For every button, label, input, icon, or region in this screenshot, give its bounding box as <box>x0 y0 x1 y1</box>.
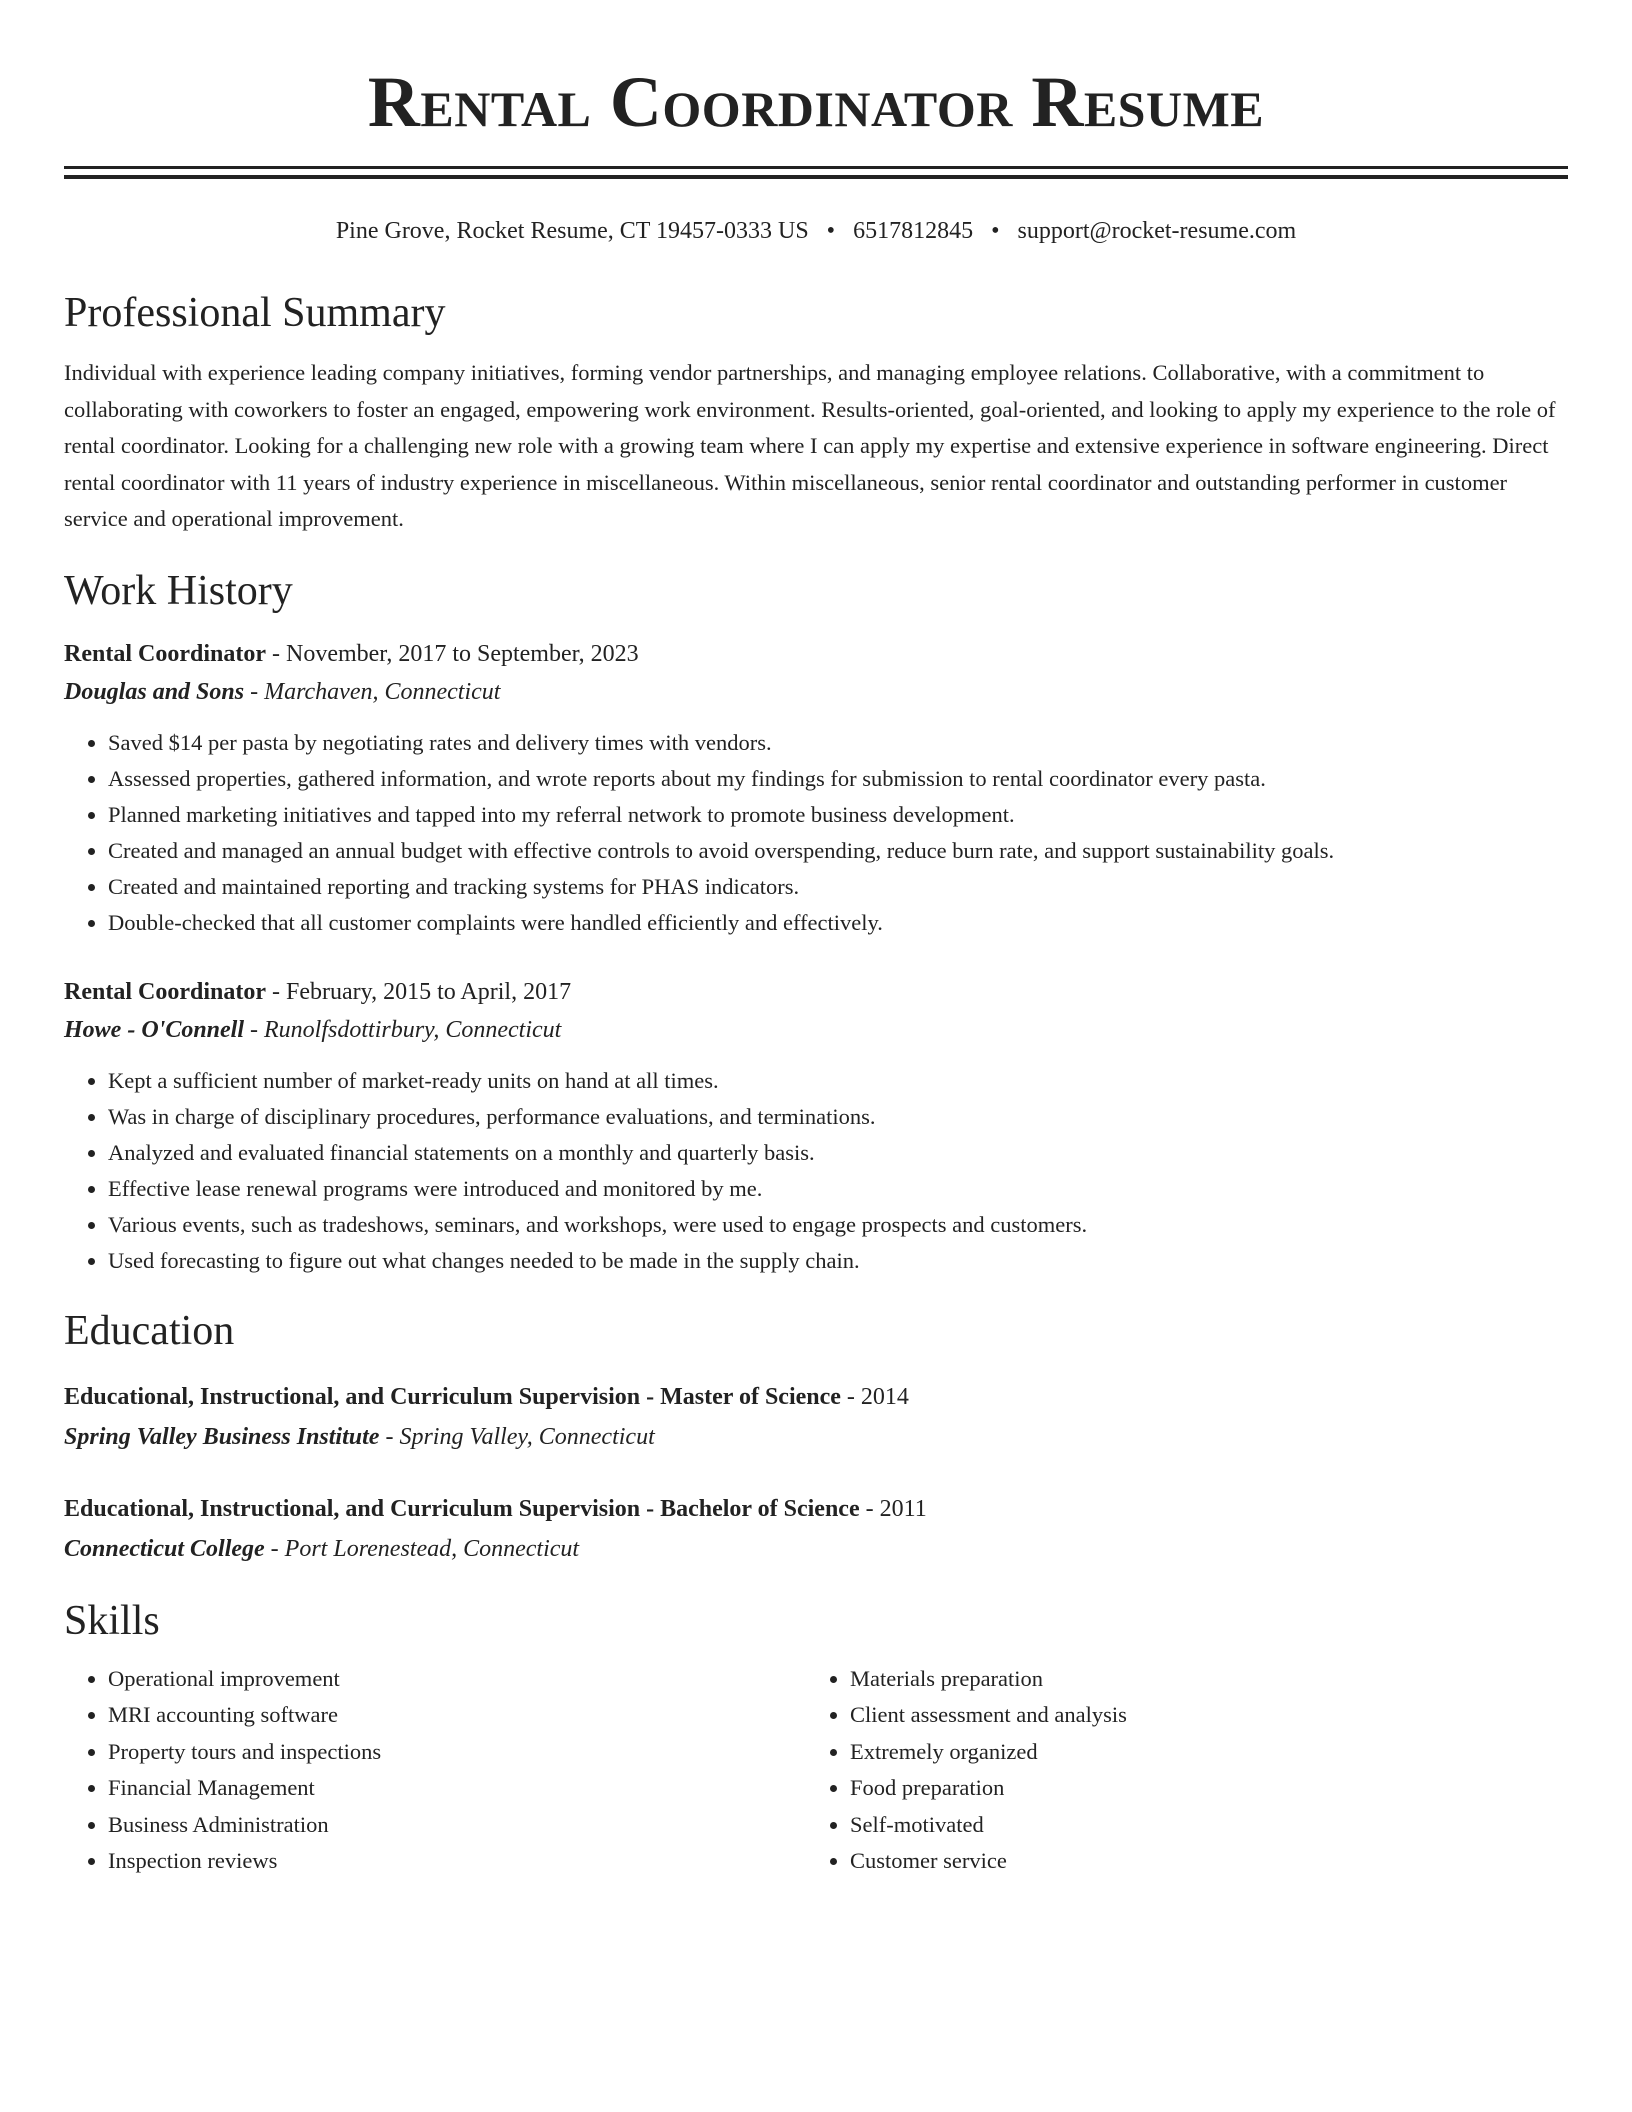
list-item: • Effective lease renewal programs were introduced and monitored by me. <box>108 1171 1568 1207</box>
education-degree: Educational, Instructional, and Curriculum Supervision - Master of Science <box>64 1383 841 1410</box>
dash-separator: - <box>265 640 286 667</box>
skill-item: • Operational improvement <box>108 1661 808 1698</box>
contact-separator: • <box>991 218 1000 244</box>
education-entry <box>64 1489 1568 1569</box>
skills-grid <box>64 1661 1568 1880</box>
education-location: Port Lorenestead, Connecticut <box>284 1535 580 1562</box>
skill-item: • Materials preparation <box>850 1661 1550 1698</box>
job-dates: February, 2015 to April, 2017 <box>285 978 572 1005</box>
contact-line <box>64 215 1568 247</box>
job-bullets <box>64 725 1568 941</box>
education-degree: Educational, Instructional, and Curriculum Supervision - Bachelor of Science <box>64 1495 860 1522</box>
dash-separator: - <box>840 1383 861 1410</box>
skill-item: • Inspection reviews <box>108 1843 808 1880</box>
education-location: Spring Valley, Connecticut <box>399 1423 655 1450</box>
dash-separator: - <box>859 1495 880 1522</box>
summary-heading: Professional Summary <box>64 290 446 336</box>
contact-address: Pine Grove, Rocket Resume, CT 19457-0333 US <box>335 218 809 244</box>
job-entry <box>64 973 1568 1279</box>
education-school-line <box>64 1529 1568 1569</box>
dash-separator: - <box>264 1535 285 1562</box>
dash-separator: - <box>379 1423 400 1450</box>
job-location: Runolfsdottirbury, Connecticut <box>264 1016 562 1043</box>
title-divider-top <box>64 166 1568 169</box>
job-bullets <box>64 1063 1568 1279</box>
job-company-line <box>64 673 1568 711</box>
resume-title: Rental Coordinator Resume <box>367 62 1265 142</box>
education-degree-line <box>64 1489 1568 1529</box>
education-year: 2014 <box>860 1383 909 1410</box>
dash-separator: - <box>244 678 265 705</box>
skill-item: • Business Administration <box>108 1807 808 1844</box>
skill-item: • Self-motivated <box>850 1807 1550 1844</box>
list-item: • Was in charge of disciplinary procedures, performance evaluations, and terminations. <box>108 1099 1568 1135</box>
education-school-line <box>64 1417 1568 1457</box>
summary-text: Individual with experience leading company initiatives, forming vendor partnerships, and managing employee relations. Collaborative, with a commitment to collaborating with coworkers to foster an engaged, empowering work environment. Results-oriented, goal-oriented, and looking to apply my experience to the role of rental coordinator. Looking for a challenging new role with a growing team where I can apply my expertise and extensive experience in software engineering. Direct rental coordinator with 11 years of industry experience in miscellaneous. Within miscellaneous, senior rental coordinator and outstanding performer in customer service and operational improvement. <box>64 360 1556 531</box>
job-company: Howe - O'Connell <box>64 1016 245 1043</box>
work-history-heading: Work History <box>64 567 293 614</box>
job-dates: November, 2017 to September, 2023 <box>285 640 639 667</box>
job-title: Rental Coordinator <box>64 640 266 667</box>
skills-heading: Skills <box>64 1597 160 1644</box>
title-divider-bottom <box>64 175 1568 179</box>
list-item: • Created and managed an annual budget with effective controls to avoid overspending, reduce burn rate, and support sustainability goals. <box>108 833 1568 869</box>
job-company-line <box>64 1011 1568 1049</box>
job-location: Marchaven, Connecticut <box>264 678 501 705</box>
list-item: • Double-checked that all customer complaints were handled efficiently and effectively. <box>108 905 1568 941</box>
skill-item: • Client assessment and analysis <box>850 1697 1550 1734</box>
contact-separator: • <box>826 218 836 244</box>
job-title-line <box>64 973 1568 1011</box>
resume-page <box>64 0 1568 1880</box>
skill-item: • Property tours and inspections <box>108 1734 808 1771</box>
job-entry <box>64 635 1568 941</box>
list-item: • Various events, such as tradeshows, seminars, and workshops, were used to engage prospects and customers. <box>108 1207 1568 1243</box>
skill-item: • Financial Management <box>108 1770 808 1807</box>
skill-item: • Food preparation <box>850 1770 1550 1807</box>
dash-separator: - <box>265 978 286 1005</box>
skill-item: • Extremely organized <box>850 1734 1550 1771</box>
contact-phone: 6517812845 <box>853 218 974 244</box>
education-school: Connecticut College <box>64 1535 265 1562</box>
education-degree-line <box>64 1377 1568 1417</box>
job-company: Douglas and Sons <box>64 678 245 705</box>
skills-column-right <box>808 1661 1550 1880</box>
education-entry <box>64 1377 1568 1457</box>
contact-email: support@rocket-resume.com <box>1017 218 1297 244</box>
list-item: • Used forecasting to figure out what changes needed to be made in the supply chain. <box>108 1243 1568 1279</box>
list-item: • Assessed properties, gathered information, and wrote reports about my findings for submission to rental coordinator every pasta. <box>108 761 1568 797</box>
education-year: 2011 <box>879 1495 927 1522</box>
list-item: • Saved $14 per pasta by negotiating rates and delivery times with vendors. <box>108 725 1568 761</box>
list-item: • Kept a sufficient number of market-ready units on hand at all times. <box>108 1063 1568 1099</box>
list-item: • Created and maintained reporting and tracking systems for PHAS indicators. <box>108 869 1568 905</box>
list-item: • Analyzed and evaluated financial statements on a monthly and quarterly basis. <box>108 1135 1568 1171</box>
skills-column-left <box>64 1661 808 1880</box>
education-heading: Education <box>64 1307 235 1354</box>
dash-separator: - <box>244 1016 265 1043</box>
job-title: Rental Coordinator <box>64 978 266 1005</box>
list-item: • Planned marketing initiatives and tapped into my referral network to promote business development. <box>108 797 1568 833</box>
skill-item: • Customer service <box>850 1843 1550 1880</box>
skill-item: • MRI accounting software <box>108 1697 808 1734</box>
education-school: Spring Valley Business Institute <box>64 1423 380 1450</box>
job-title-line <box>64 635 1568 673</box>
